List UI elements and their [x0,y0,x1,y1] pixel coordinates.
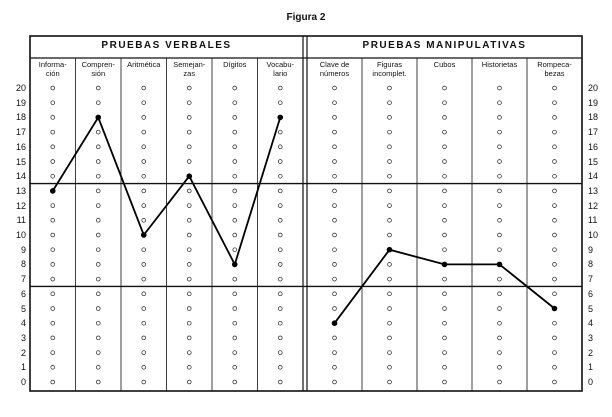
score-dot [278,292,282,296]
score-dot [388,189,392,193]
score-dot [388,336,392,340]
profile-point [186,173,192,179]
score-dot [443,116,447,120]
score-dot [553,86,557,90]
y-axis-label-left: 11 [16,215,26,226]
score-dot [233,307,237,311]
score-dot [142,130,146,134]
score-dot [51,130,55,134]
score-dot [553,248,557,252]
score-dot [96,233,100,237]
score-dot [142,101,146,105]
score-dot [388,116,392,120]
score-dot [388,130,392,134]
y-axis-label-right: 15 [588,156,599,167]
score-dot [233,351,237,355]
score-dot [187,116,191,120]
score-dot [51,292,55,296]
score-dot [233,145,237,149]
score-dot [498,174,502,178]
score-dot [51,101,55,105]
section-title: PRUEBAS MANIPULATIVAS [362,40,527,51]
column-header-label: Aritmética [127,60,161,69]
score-dot [96,277,100,281]
score-dot [333,204,337,208]
y-axis-label-right: 4 [588,318,594,329]
score-dot [96,336,100,340]
score-dot [443,86,447,90]
profile-point [50,188,56,194]
score-dot [187,130,191,134]
score-dot [278,336,282,340]
score-dot [278,189,282,193]
score-dot [233,248,237,252]
y-axis-label-right: 16 [588,141,599,152]
score-dot [388,204,392,208]
score-dot [142,277,146,281]
y-axis-label-left: 12 [15,200,26,211]
score-dot [553,292,557,296]
score-dot [443,380,447,384]
score-dot [187,321,191,325]
score-dot [278,204,282,208]
score-dot [443,101,447,105]
score-dot [187,189,191,193]
score-dot [333,380,337,384]
score-dot [187,380,191,384]
score-dot [333,145,337,149]
score-dot [553,218,557,222]
score-dot [187,218,191,222]
score-dot [96,101,100,105]
y-axis-label-right: 6 [588,288,594,299]
profile-point [95,115,101,121]
score-dot [498,321,502,325]
score-dot [553,160,557,164]
score-dot [142,336,146,340]
score-dot [278,174,282,178]
profile-point [232,262,238,268]
y-axis-label-left: 17 [15,127,26,138]
score-dot [233,218,237,222]
profile-point [332,320,338,326]
score-dot [51,365,55,369]
column-header-label: Semejan- zas [173,60,206,78]
profile-point [387,247,393,253]
score-dot [96,365,100,369]
score-dot [553,321,557,325]
score-dot [498,130,502,134]
score-dot [443,204,447,208]
y-axis-label-left: 4 [20,318,26,329]
y-axis-label-right: 10 [588,230,599,240]
score-dot [278,130,282,134]
score-dot [498,233,502,237]
y-axis-label-left: 3 [20,332,26,343]
y-axis-label-left: 1 [20,362,26,373]
score-dot [333,189,337,193]
score-dot [498,160,502,164]
score-dot [96,189,100,193]
y-axis-label-left: 13 [15,185,26,196]
score-dot [278,263,282,267]
score-dot [142,218,146,222]
score-dot [51,116,55,120]
score-dot [51,160,55,164]
score-dot [96,292,100,296]
score-dot [333,233,337,237]
score-dot [51,218,55,222]
score-dot [443,351,447,355]
score-dot [553,380,557,384]
score-dot [278,277,282,281]
score-dot [443,233,447,237]
score-dot [233,365,237,369]
score-dot [142,292,146,296]
y-axis-label-right: 13 [588,185,599,196]
y-axis-label-left: 7 [20,274,26,285]
score-dot [553,277,557,281]
score-dot [96,218,100,222]
score-dot [51,351,55,355]
score-dot [278,233,282,237]
score-dot [278,380,282,384]
column-header-label: Compren- sión [81,60,115,78]
y-axis-label-right: 9 [588,244,594,255]
score-dot [187,160,191,164]
score-dot [233,174,237,178]
score-dot [233,130,237,134]
score-dot [553,233,557,237]
score-dot [333,174,337,178]
score-dot [553,174,557,178]
y-axis-label-left: 5 [20,303,26,314]
score-dot [333,292,337,296]
score-dot [187,336,191,340]
y-axis-label-left: 19 [15,97,26,108]
score-dot [51,204,55,208]
score-dot [333,248,337,252]
score-dot [388,263,392,267]
score-dot [388,321,392,325]
score-dot [278,351,282,355]
profile-point [277,115,283,121]
score-dot [142,263,146,267]
y-axis-label-right: 18 [588,112,599,123]
profile-point [552,306,558,312]
score-dot [443,189,447,193]
score-dot [51,145,55,149]
column-header-label: Cubos [433,60,456,69]
y-axis-label-right: 2 [588,347,594,358]
score-dot [388,277,392,281]
score-dot [142,174,146,178]
score-dot [233,321,237,325]
score-dot [333,307,337,311]
score-dot [388,380,392,384]
score-dot [233,277,237,281]
score-dot [443,248,447,252]
score-dot [142,145,146,149]
score-dot [333,101,337,105]
score-dot [388,101,392,105]
score-dot [333,130,337,134]
score-dot [51,380,55,384]
score-dot [187,101,191,105]
score-dot [142,380,146,384]
score-dot [553,189,557,193]
score-dot [278,321,282,325]
y-axis-label-left: 2 [20,347,26,358]
score-dot [96,351,100,355]
y-axis-label-right: 20 [588,83,599,93]
column-header-label: Clave de números [319,60,350,78]
section-title: PRUEBAS VERBALES [101,40,232,51]
score-dot [187,204,191,208]
score-dot [333,160,337,164]
profile-point [141,232,147,238]
y-axis-label-left: 15 [15,156,26,167]
score-dot [233,116,237,120]
score-dot [187,365,191,369]
score-dot [553,365,557,369]
score-dot [553,101,557,105]
score-dot [187,277,191,281]
score-dot [51,307,55,311]
y-axis-label-left: 18 [15,112,26,123]
score-dot [96,204,100,208]
score-dot [443,321,447,325]
score-dot [233,189,237,193]
score-dot [51,174,55,178]
score-dot [333,336,337,340]
score-dot [553,130,557,134]
score-dot [142,365,146,369]
score-dot [233,86,237,90]
score-dot [498,351,502,355]
y-axis-label-right: 17 [588,127,599,138]
score-dot [142,321,146,325]
score-dot [278,218,282,222]
score-dot [51,336,55,340]
score-dot [233,204,237,208]
profile-point [442,262,448,268]
column-header-label: Dígitos [223,60,247,69]
score-dot [278,145,282,149]
score-dot [233,380,237,384]
score-dot [443,277,447,281]
y-axis-label-left: 8 [20,259,26,270]
score-dot [96,160,100,164]
score-dot [51,248,55,252]
score-dot [187,351,191,355]
score-dot [142,86,146,90]
score-dot [96,86,100,90]
score-dot [388,218,392,222]
score-dot [142,116,146,120]
score-dot [96,174,100,178]
y-axis-label-right: 7 [588,274,594,285]
score-dot [498,101,502,105]
score-dot [388,145,392,149]
score-dot [333,365,337,369]
score-dot [498,292,502,296]
y-axis-label-right: 3 [588,332,594,343]
y-axis-label-right: 12 [588,200,599,211]
score-dot [187,248,191,252]
column-header-label: Rompeca- bezas [537,60,572,78]
score-dot [96,130,100,134]
score-dot [388,365,392,369]
score-dot [443,365,447,369]
score-dot [498,336,502,340]
y-axis-label-right: 1 [588,362,594,373]
score-dot [233,292,237,296]
score-dot [96,248,100,252]
score-dot [278,248,282,252]
score-dot [388,233,392,237]
score-dot [142,307,146,311]
score-dot [443,174,447,178]
score-dot [96,380,100,384]
score-dot [443,292,447,296]
score-dot [51,321,55,325]
score-dot [187,292,191,296]
score-dot [388,174,392,178]
score-dot [553,116,557,120]
y-axis-label-left: 20 [15,83,26,93]
score-dot [498,218,502,222]
score-dot [498,365,502,369]
score-dot [96,321,100,325]
y-axis-label-left: 9 [20,244,26,255]
score-dot [278,307,282,311]
score-dot [333,218,337,222]
score-dot [553,336,557,340]
score-dot [142,248,146,252]
score-dot [278,86,282,90]
score-dot [553,145,557,149]
y-axis-label-left: 14 [15,171,26,182]
score-dot [498,380,502,384]
score-dot [333,263,337,267]
score-dot [498,248,502,252]
y-axis-label-left: 6 [20,288,26,299]
score-dot [142,204,146,208]
figure-title: Figura 2 [286,12,326,23]
score-dot [333,277,337,281]
score-dot [388,86,392,90]
score-dot [51,277,55,281]
score-dot [553,263,557,267]
score-dot [333,116,337,120]
score-dot [498,307,502,311]
score-dot [443,336,447,340]
score-dot [142,351,146,355]
score-dot [443,145,447,149]
score-dot [498,86,502,90]
score-dot [498,116,502,120]
score-dot [388,307,392,311]
y-axis-label-right: 19 [588,97,599,108]
column-header-label: Informa- ción [38,60,67,78]
score-dot [388,351,392,355]
score-dot [443,160,447,164]
score-dot [96,263,100,267]
column-header-label: Figuras incomplet. [372,60,407,78]
score-dot [278,101,282,105]
score-dot [96,307,100,311]
score-dot [553,204,557,208]
y-axis-label-right: 5 [588,303,594,314]
score-dot [96,145,100,149]
score-dot [443,307,447,311]
score-dot [142,189,146,193]
score-dot [187,145,191,149]
profile-point [497,262,503,268]
score-dot [333,86,337,90]
score-dot [233,233,237,237]
y-axis-label-right: 8 [588,259,594,270]
score-dot [233,336,237,340]
score-dot [388,160,392,164]
score-dot [553,351,557,355]
score-dot [187,307,191,311]
y-axis-label-left: 0 [20,377,26,387]
score-dot [443,218,447,222]
score-dot [278,160,282,164]
y-axis-label-right: 0 [588,377,594,387]
chart-frame [30,36,582,391]
score-dot [498,145,502,149]
score-dot [51,233,55,237]
score-dot [278,365,282,369]
score-dot [333,351,337,355]
score-dot [233,160,237,164]
score-dot [187,86,191,90]
score-dot [51,86,55,90]
score-dot [187,263,191,267]
y-axis-label-right: 14 [588,171,599,182]
score-dot [498,189,502,193]
score-dot [233,101,237,105]
score-dot [498,277,502,281]
score-dot [51,263,55,267]
score-dot [187,233,191,237]
y-axis-label-right: 11 [588,215,598,226]
y-axis-label-left: 10 [15,230,26,240]
column-header-label: Historietas [481,60,518,69]
score-dot [388,292,392,296]
score-dot [443,130,447,134]
y-axis-label-left: 16 [15,141,26,152]
column-header-label: Vocabu- lario [266,60,295,78]
score-dot [498,204,502,208]
score-dot [142,160,146,164]
